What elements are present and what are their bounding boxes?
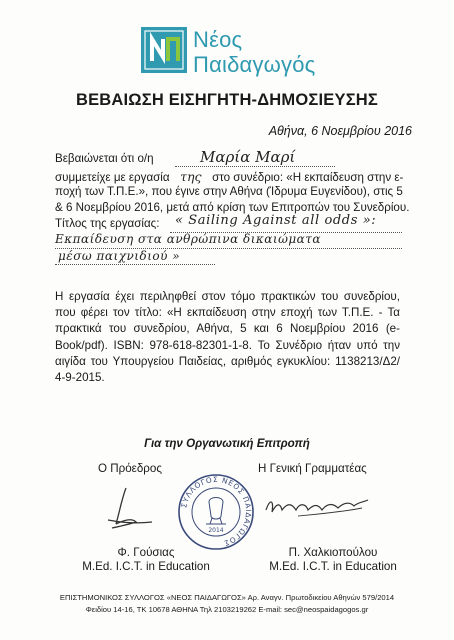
association-stamp-icon [176, 472, 256, 552]
body-line-2a: συμμετείχε με εργασία [55, 171, 170, 184]
president-signature-icon [96, 484, 176, 534]
logo [141, 27, 331, 83]
body-line-3: ποχή των Τ.Π.Ε.», που έγινε στην Αθήνα (Ίδρυμα Ευγενίδου), στις 5 [55, 185, 403, 198]
title-dotted-line-3 [55, 264, 215, 265]
paper-title-handwritten-1: « Sailing Against all odds »: [175, 213, 377, 228]
body-line-4: & 6 Νοεμβρίου 2016, μετά από κρίση των Επιτροπών του Συνεδρίου. [55, 201, 410, 214]
logo-text-line1: Νέος [193, 27, 243, 52]
body-line-1 [55, 152, 154, 165]
issue-date: Αθήνα, 6 Νοεμβρίου 2016 [268, 124, 412, 138]
proceedings-paragraph: Η εργασία έχει περιληφθεί στον τόμο πρακτικών του συνεδρίου, που φέρει τον τίτλο: «Η εκπαίδευση στην εποχή των Τ.Π.Ε. - Τα πρακτικά του συνεδρίου, Αθήνα, 5 και 6 Νοεμβρίου 2016 (e- Book/pdf). ISBN: 978-618-82301-1-8. Το Συνέδριο ήταν υπό την αιγίδα του Υπουργείου Παιδείας, αριθμός εγκυκλίου: 1138213/Δ2/ 4-9-2015. [55, 290, 400, 385]
logo-mark-icon [141, 27, 187, 73]
secretary-credentials: M.Ed. I.C.T. in Education [269, 560, 397, 573]
pronoun-handwritten: της [180, 169, 202, 184]
committee-heading: Για την Οργανωτική Επιτροπή [144, 437, 310, 450]
footer-association: ΕΠΙΣΤΗΜΟΝΙΚΟΣ ΣΥΛΛΟΓΟΣ «ΝΕΟΣ ΠΑΙΔΑΓΩΓΟΣ» Αρ. Αναγν. Πρωτοδικείου Αθηνών 579/2014 [59, 593, 395, 602]
secretary-signature-icon [258, 488, 378, 528]
president-role: Ο Πρόεδρος [98, 462, 162, 475]
participant-name-handwritten: Μαρία Μαρί [200, 148, 296, 166]
paper-title-label: Τίτλος της εργασίας: [55, 217, 160, 230]
paper-title-handwritten-2: Εκπαίδευση στα ανθρώπινα δικαιώματα [55, 232, 322, 246]
stamp-year: 2014 [208, 527, 224, 534]
body-line-2b: στο συνέδριο: «Η εκπαίδευση στην ε- [212, 171, 404, 184]
secretary-role: Η Γενική Γραμματέας [258, 462, 367, 475]
president-credentials: M.Ed. I.C.T. in Education [82, 560, 210, 573]
paper-title-handwritten-3: μέσω παιχνιδιού » [58, 249, 181, 263]
certify-prefix: Βεβαιώνεται ότι ο/η [55, 152, 154, 165]
name-dotted-line [175, 166, 335, 167]
stamp-ring-text: ΣΥΛΛΟΓΟΣ ΝΕΟΣ ΠΑΙΔΑΓΩΓΟΣ [179, 474, 254, 548]
secretary-name: Π. Χαλκιοπούλου [288, 546, 378, 559]
document-title: ΒΕΒΑΙΩΣΗ ΕΙΣΗΓΗΤΗ-ΔΗΜΟΣΙΕΥΣΗΣ [75, 91, 379, 109]
president-name: Φ. Γούσιας [117, 546, 175, 559]
footer-contact: Φειδίου 14-16, ΤΚ 10678 ΑΘΗΝΑ Τηλ 2103219262 E-mail: sec@neospaidagogos.gr [85, 605, 369, 614]
body-line-2 [55, 169, 403, 184]
logo-text-line2: Παιδαγωγός [193, 52, 316, 77]
